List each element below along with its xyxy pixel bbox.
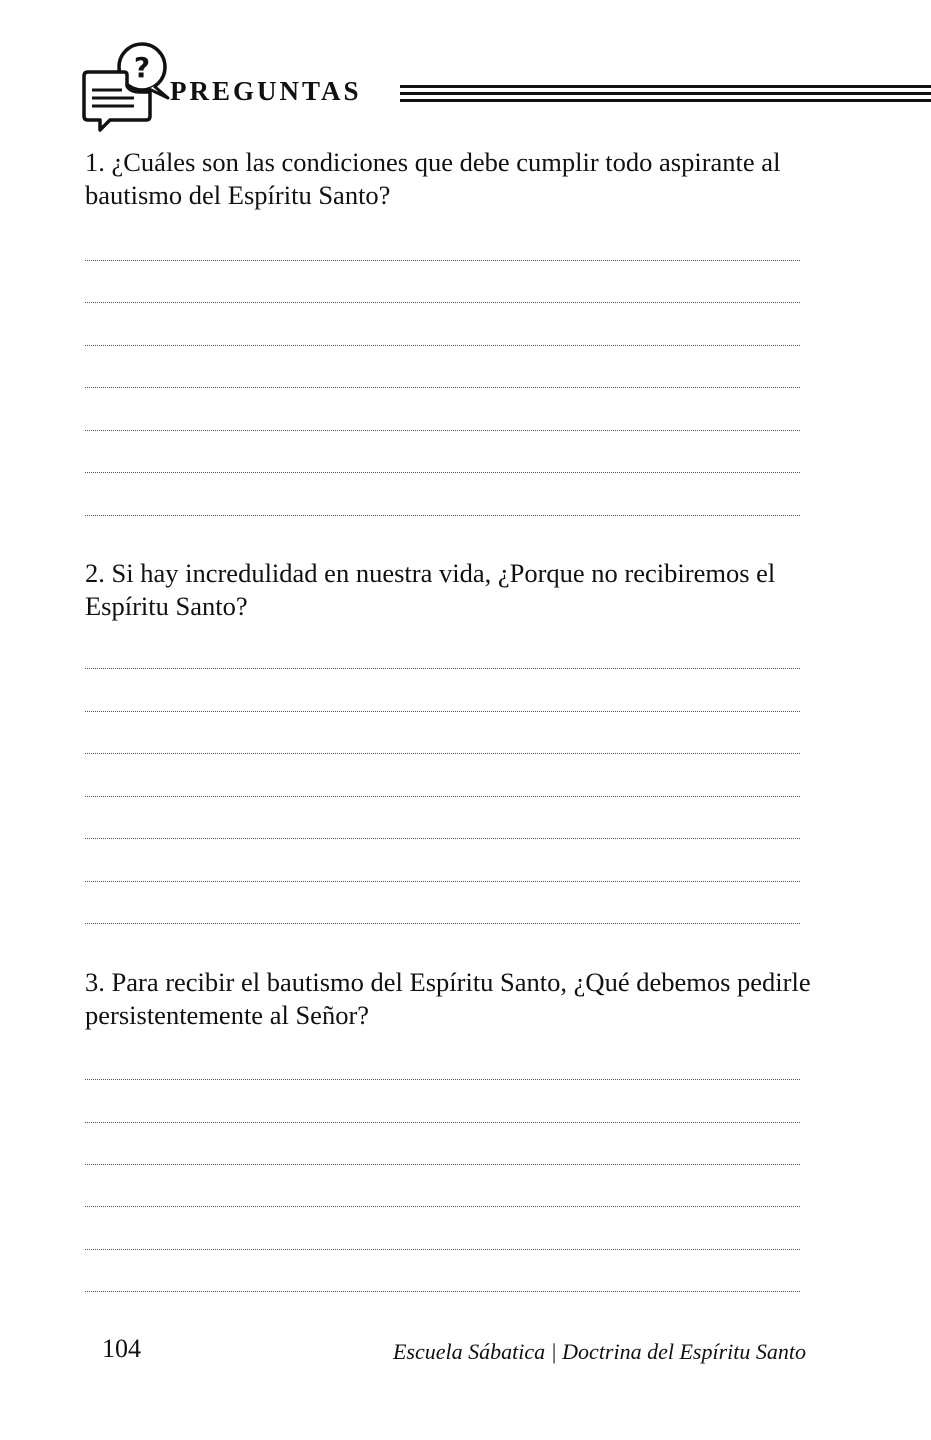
question-3: 3. Para recibir el bautismo del Espíritu Santo, ¿Qué debemos pedirle persistentemente al Señor? bbox=[85, 967, 811, 1030]
question-2: 2. Si hay incredulidad en nuestra vida, ¿Porque no recibiremos el Espíritu Santo? bbox=[85, 558, 776, 621]
section-title: PREGUNTAS bbox=[170, 76, 362, 106]
answer-line[interactable] bbox=[85, 923, 800, 924]
svg-text:?: ? bbox=[133, 51, 151, 84]
page-number: 104 bbox=[102, 1334, 141, 1363]
answer-line[interactable] bbox=[85, 260, 800, 261]
running-footer: Escuela Sábatica | Doctrina del Espíritu Santo bbox=[392, 1339, 806, 1364]
answer-line[interactable] bbox=[85, 1122, 800, 1123]
answer-line[interactable] bbox=[85, 515, 800, 516]
answer-line[interactable] bbox=[85, 345, 800, 346]
answer-line[interactable] bbox=[85, 1249, 800, 1250]
answer-line[interactable] bbox=[85, 881, 800, 882]
answer-line[interactable] bbox=[85, 838, 800, 839]
question-1: 1. ¿Cuáles son las condiciones que debe cumplir todo aspirante al bautismo del Espíritu Santo? bbox=[85, 147, 781, 210]
answer-line[interactable] bbox=[85, 753, 800, 754]
answer-line[interactable] bbox=[85, 668, 800, 669]
answer-line[interactable] bbox=[85, 472, 800, 473]
answer-line[interactable] bbox=[85, 430, 800, 431]
speech-bubbles-question-icon bbox=[78, 40, 172, 132]
answer-line[interactable] bbox=[85, 387, 800, 388]
answer-line[interactable] bbox=[85, 1079, 800, 1080]
answer-line[interactable] bbox=[85, 1291, 800, 1292]
answer-line[interactable] bbox=[85, 796, 800, 797]
answer-line[interactable] bbox=[85, 302, 800, 303]
answer-line[interactable] bbox=[85, 1206, 800, 1207]
header-rule bbox=[400, 84, 931, 104]
answer-line[interactable] bbox=[85, 1164, 800, 1165]
answer-line[interactable] bbox=[85, 711, 800, 712]
